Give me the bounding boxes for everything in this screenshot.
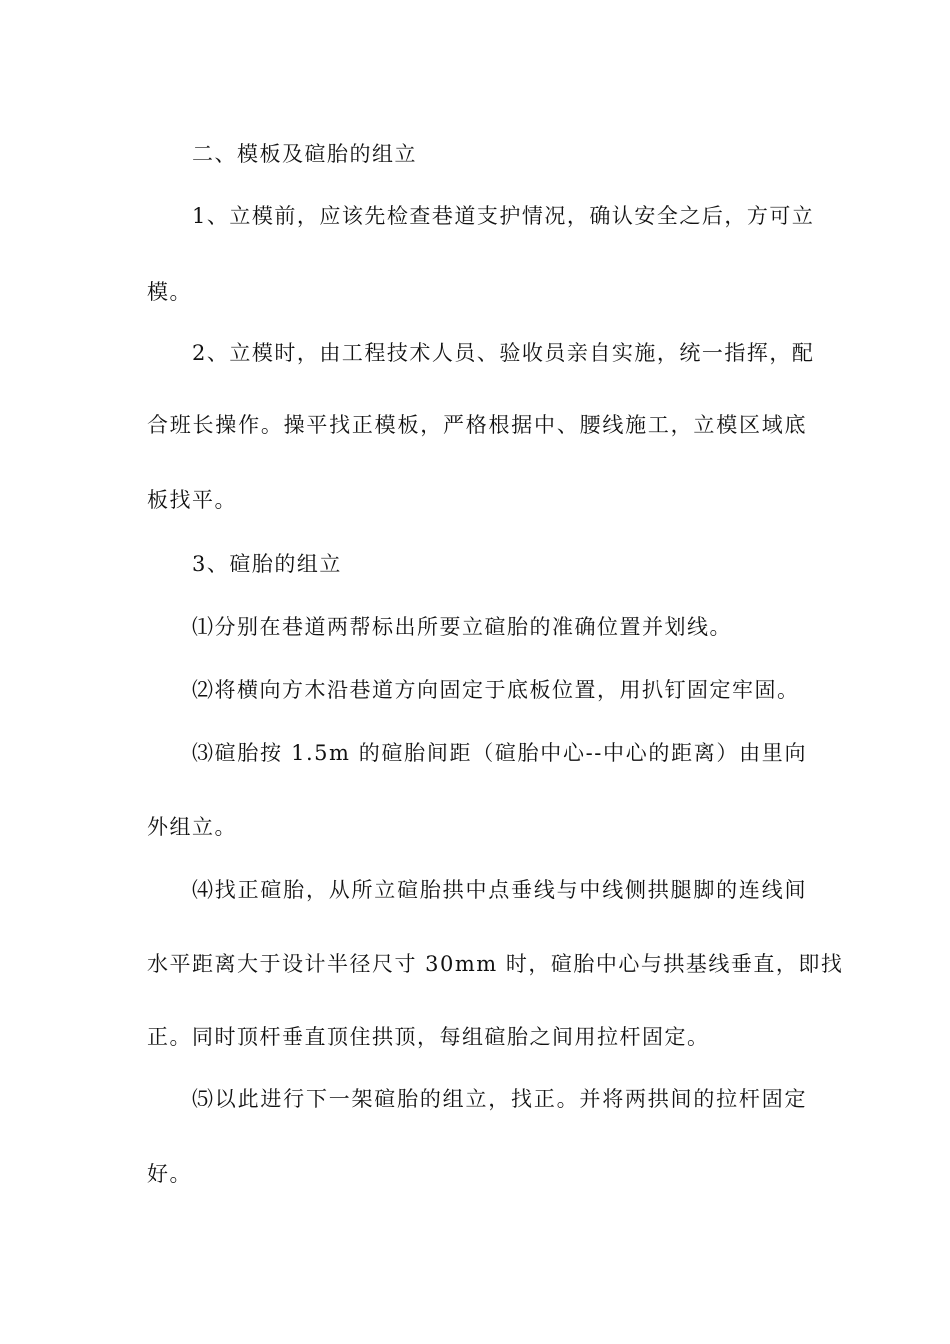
list-item-4-line-3: 正。同时顶杆垂直顶住拱顶，每组碹胎之间用拉杆固定。 xyxy=(147,1025,710,1049)
section-heading: 二、模板及碹胎的组立 xyxy=(192,142,417,166)
list-item-5-line-2: 好。 xyxy=(147,1162,192,1186)
list-item-3-line-1: ⑶碹胎按 1.5m 的碹胎间距（碹胎中心--中心的距离）由里向 xyxy=(192,741,807,765)
paragraph-2-line-1: 2、立模时，由工程技术人员、验收员亲自实施，统一指挥，配 xyxy=(192,341,815,365)
list-item-3-line-2: 外组立。 xyxy=(147,815,237,839)
paragraph-1-line-1: 1、立模前，应该先检查巷道支护情况，确认安全之后，方可立 xyxy=(192,204,815,228)
list-item-4-line-2: 水平距离大于设计半径尺寸 30mm 时，碹胎中心与拱基线垂直，即找 xyxy=(147,952,844,976)
subsection-heading: 3、碹胎的组立 xyxy=(192,552,342,576)
list-item-4-line-1: ⑷找正碹胎，从所立碹胎拱中点垂线与中线侧拱腿脚的连线间 xyxy=(192,878,807,902)
list-item-2: ⑵将横向方木沿巷道方向固定于底板位置，用扒钉固定牢固。 xyxy=(192,678,800,702)
list-item-1: ⑴分别在巷道两帮标出所要立碹胎的准确位置并划线。 xyxy=(192,615,732,639)
list-item-5-line-1: ⑸以此进行下一架碹胎的组立，找正。并将两拱间的拉杆固定 xyxy=(192,1087,807,1111)
paragraph-2-line-3: 板找平。 xyxy=(147,488,237,512)
paragraph-1-line-2: 模。 xyxy=(147,280,192,304)
paragraph-2-line-2: 合班长操作。操平找正模板，严格根据中、腰线施工，立模区域底 xyxy=(147,413,807,437)
